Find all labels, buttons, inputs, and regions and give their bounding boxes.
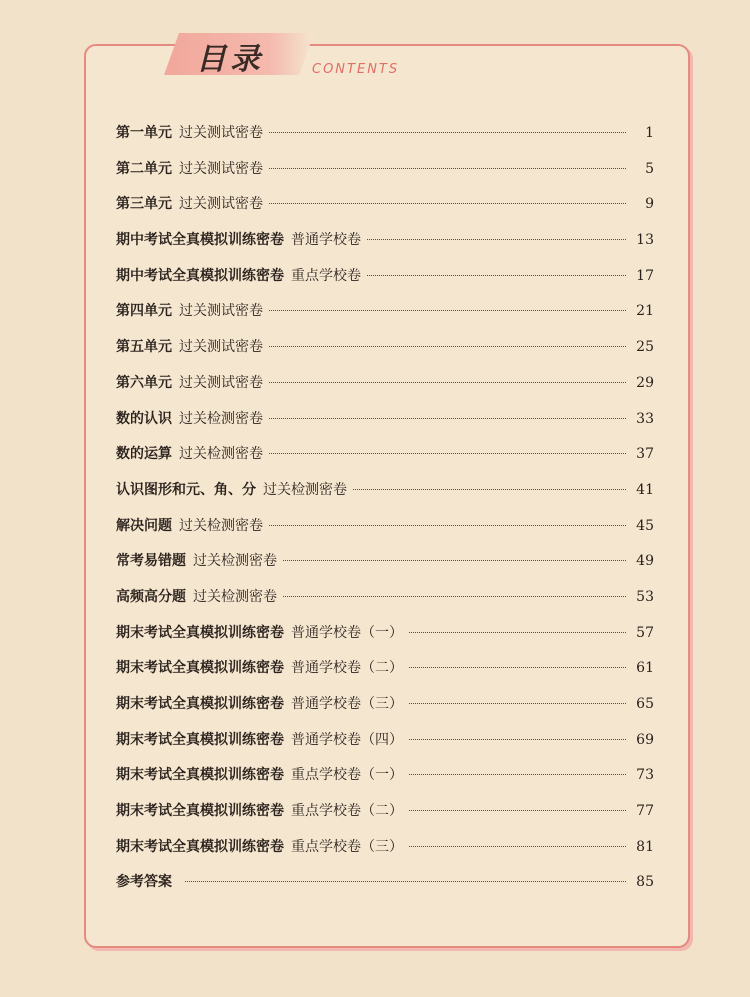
toc-entry-title: 第六单元 [116,374,172,391]
toc-entry-title: 数的运算 [116,446,172,463]
toc-entry-title: 期末考试全真模拟训练密卷 [116,660,284,677]
toc-page-number: 45 [636,517,654,534]
dot-leader [269,525,626,526]
toc-page-number: 57 [636,624,654,641]
toc-entry[interactable] [116,122,654,158]
toc-entry[interactable] [116,372,654,408]
toc-page-number: 53 [636,588,654,605]
toc-entry[interactable] [116,764,654,800]
toc-page-number: 41 [636,481,654,498]
toc-page-number: 49 [636,553,654,570]
toc-entry-title: 期中考试全真模拟训练密卷 [116,232,284,249]
toc-entry-subtitle: 过关测试密卷 [179,374,263,391]
toc-page-number: 85 [636,874,654,891]
toc-entry-subtitle: 普通学校卷（一） [291,624,403,641]
toc-page-number: 65 [636,696,654,712]
toc-entry-subtitle: 过关测试密卷 [179,303,263,320]
toc-entry-subtitle: 过关检测密卷 [179,517,263,534]
dot-leader [269,310,626,311]
dot-leader [367,239,626,240]
toc-page-number: 17 [636,267,654,284]
toc-page-number: 33 [636,410,654,427]
toc-entry[interactable] [116,800,654,836]
dot-leader [409,667,626,668]
table-of-contents [116,122,654,907]
dot-leader [269,382,626,383]
toc-entry-title: 期中考试全真模拟训练密卷 [116,267,284,284]
toc-entry-title: 第二单元 [116,160,172,177]
toc-page-number: 25 [636,339,654,356]
dot-leader [185,881,626,882]
toc-entry-title: 期末考试全真模拟训练密卷 [116,731,284,748]
toc-entry-subtitle: 普通学校卷 [291,232,361,249]
toc-page-number: 5 [645,160,654,177]
toc-entry-subtitle: 重点学校卷（二） [291,803,403,820]
toc-page-number: 1 [645,125,654,141]
toc-page-number: 29 [636,374,654,391]
toc-entry[interactable] [116,479,654,515]
dot-leader [269,418,626,419]
toc-entry-title: 第三单元 [116,196,172,213]
toc-entry-title: 期末考试全真模拟训练密卷 [116,838,284,855]
toc-entry[interactable] [116,229,654,265]
toc-entry[interactable] [116,515,654,551]
dot-leader [409,810,626,811]
toc-entry[interactable] [116,265,654,301]
toc-entry[interactable] [116,443,654,479]
toc-entry[interactable] [116,408,654,444]
dot-leader [353,489,626,490]
toc-entry-subtitle: 普通学校卷（四） [291,731,403,748]
toc-page-number: 37 [636,446,654,463]
toc-entry-subtitle: 过关检测密卷 [193,588,277,605]
toc-entry[interactable] [116,550,654,586]
toc-entry-title: 第四单元 [116,303,172,320]
toc-entry-title: 常考易错题 [116,553,186,570]
dot-leader [269,168,626,169]
page-subtitle: CONTENTS [312,62,400,77]
dot-leader [269,453,626,454]
toc-entry-title: 高频高分题 [116,588,186,605]
toc-entry-subtitle: 重点学校卷（一） [291,767,403,784]
toc-entry-subtitle: 普通学校卷（二） [291,660,403,677]
toc-entry-subtitle: 重点学校卷 [291,267,361,284]
toc-page-number: 9 [645,196,654,213]
toc-page-number: 69 [636,731,654,748]
toc-entry-subtitle: 普通学校卷（三） [291,696,403,712]
toc-page-number: 61 [636,660,654,677]
toc-entry-subtitle: 过关测试密卷 [179,196,263,213]
toc-page-number: 77 [636,803,654,820]
toc-entry-subtitle: 过关测试密卷 [179,125,263,141]
dot-leader [367,275,626,276]
toc-entry-title: 第五单元 [116,339,172,356]
toc-entry-title: 期末考试全真模拟训练密卷 [116,803,284,820]
toc-entry[interactable] [116,657,654,693]
toc-entry[interactable] [116,300,654,336]
toc-page-number: 13 [636,232,654,249]
toc-entry-subtitle: 过关检测密卷 [179,446,263,463]
toc-entry-title: 期末考试全真模拟训练密卷 [116,624,284,641]
toc-entry-subtitle: 重点学校卷（三） [291,838,403,855]
toc-entry-subtitle: 过关检测密卷 [263,481,347,498]
dot-leader [283,596,626,597]
toc-page-number: 21 [636,303,654,320]
toc-entry-subtitle: 过关测试密卷 [179,339,263,356]
dot-leader [409,703,626,704]
page-title: 目录 [196,42,264,77]
toc-entry[interactable] [116,871,654,907]
toc-entry-title: 期末考试全真模拟训练密卷 [116,767,284,784]
toc-entry[interactable] [116,336,654,372]
toc-entry[interactable] [116,158,654,194]
dot-leader [269,203,626,204]
toc-entry-subtitle: 过关测试密卷 [179,160,263,177]
toc-entry-title: 数的认识 [116,410,172,427]
toc-entry-title: 认识图形和元、角、分 [116,481,256,498]
dot-leader [283,560,626,561]
dot-leader [409,632,626,633]
toc-page-number: 73 [636,767,654,784]
dot-leader [409,739,626,740]
toc-entry[interactable] [116,193,654,229]
dot-leader [409,774,626,775]
toc-entry-title: 第一单元 [116,125,172,141]
toc-entry-title: 参考答案 [116,874,172,891]
toc-entry[interactable] [116,693,654,729]
toc-entry-title: 解决问题 [116,517,172,534]
toc-entry-subtitle: 过关检测密卷 [179,410,263,427]
dot-leader [269,346,626,347]
toc-entry-subtitle: 过关检测密卷 [193,553,277,570]
dot-leader [409,846,626,847]
toc-entry[interactable] [116,729,654,765]
toc-entry-title: 期末考试全真模拟训练密卷 [116,696,284,712]
toc-page-number: 81 [636,838,654,855]
toc-entry[interactable] [116,586,654,622]
toc-entry[interactable] [116,836,654,872]
dot-leader [269,132,626,133]
toc-entry[interactable] [116,622,654,658]
